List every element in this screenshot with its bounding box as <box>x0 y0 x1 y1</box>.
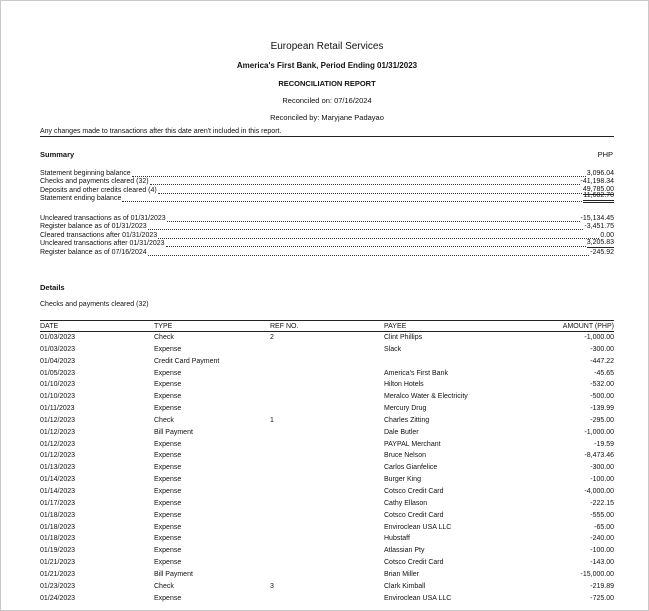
cell-type: Expense <box>154 464 182 472</box>
leader-dots <box>148 250 590 256</box>
cell-ref <box>270 522 384 534</box>
cell-payee: Carlos Gianfelice <box>384 464 438 472</box>
cell-date: 01/18/2023 <box>40 523 76 531</box>
cell-payee: Charles Zitting <box>384 416 430 424</box>
cell-date: 01/13/2023 <box>40 464 76 472</box>
cell-type: Bill Payment <box>154 428 193 436</box>
cell-amount: -555.00 <box>590 511 614 519</box>
cell-type: Expense <box>154 476 182 484</box>
cell-ref <box>270 462 384 474</box>
cell-ref <box>270 379 384 391</box>
cell-date: 01/21/2023 <box>40 559 76 567</box>
summary-value: 3,205.83 <box>586 239 614 246</box>
cell-date: 01/23/2023 <box>40 582 76 590</box>
leader-dots <box>166 241 586 247</box>
summary-group-1 <box>40 169 614 203</box>
summary-label: Register balance as of 01/31/2023 <box>40 223 147 230</box>
summary-label: Cleared transactions after 01/31/2023 <box>40 231 158 239</box>
leader-dots <box>167 216 580 222</box>
cell-amount: -1,000.00 <box>584 428 614 436</box>
summary-label: Deposits and other credits cleared (4) <box>40 186 157 194</box>
cell-date: 01/05/2023 <box>40 369 76 377</box>
cell-amount: -1,000.00 <box>584 334 614 341</box>
cell-payee: Hilton Hotels <box>384 381 424 389</box>
cell-ref <box>270 368 384 380</box>
cell-ref <box>270 557 384 569</box>
table-row <box>40 593 614 605</box>
leader-dots <box>158 188 582 194</box>
summary-row <box>40 169 614 178</box>
cell-ref: 3 <box>270 582 274 590</box>
leader-dots <box>122 196 582 202</box>
leader-dots <box>150 179 580 185</box>
table-row <box>40 415 614 427</box>
summary-value: 49,785.00 <box>582 185 614 193</box>
cell-payee: America's First Bank <box>384 369 448 377</box>
cell-payee: Dale Butler <box>384 428 419 436</box>
cell-amount: -300.00 <box>590 464 614 472</box>
summary-label: Register balance as of 07/16/2024 <box>40 248 147 256</box>
table-row <box>40 332 614 344</box>
summary-row <box>40 248 614 257</box>
cell-amount: -139.99 <box>590 405 614 413</box>
table-row <box>40 450 614 462</box>
table-header <box>40 320 614 332</box>
cell-date: 01/14/2023 <box>40 476 76 484</box>
cell-payee: Cathy Ellason <box>384 499 428 507</box>
reconciled-on: Reconciled on: 07/16/2024 <box>282 96 372 105</box>
cell-ref <box>270 344 384 356</box>
cell-date: 01/21/2023 <box>40 570 76 578</box>
cell-ref <box>270 569 384 581</box>
cell-type: Expense <box>154 369 182 377</box>
summary-label: Statement ending balance <box>40 195 122 202</box>
cell-amount: -4,000.00 <box>584 487 614 495</box>
table-row <box>40 427 614 439</box>
summary-row <box>40 186 614 195</box>
cell-type: Expense <box>154 511 182 519</box>
cell-amount: -45.65 <box>594 369 614 377</box>
cell-ref <box>270 474 384 486</box>
cell-date: 01/19/2023 <box>40 547 76 555</box>
cell-date: 01/03/2023 <box>40 345 76 353</box>
cell-ref <box>270 593 384 605</box>
cell-type: Check <box>154 416 174 424</box>
cell-payee: Hubstaff <box>384 535 410 543</box>
cell-ref <box>270 510 384 522</box>
cell-date: 01/17/2023 <box>40 499 76 507</box>
summary-value: -41,198.34 <box>580 178 614 185</box>
summary-row <box>40 214 614 223</box>
cell-date: 01/12/2023 <box>40 428 76 436</box>
cell-payee: Cotsco Credit Card <box>384 511 444 519</box>
cell-payee: Cotsco Credit Card <box>384 487 444 495</box>
cell-ref <box>270 391 384 403</box>
summary-value: -3,451.75 <box>584 223 614 230</box>
reconciled-by: Reconciled by: Maryjane Padayao <box>270 113 384 122</box>
cell-amount: -447.22 <box>590 357 614 365</box>
col-payee: PAYEE <box>384 323 407 330</box>
table-row <box>40 403 614 415</box>
table-row <box>40 368 614 380</box>
cell-type: Check <box>154 334 174 341</box>
cell-ref <box>270 533 384 545</box>
cell-date: 01/11/2023 <box>40 405 75 413</box>
summary-row <box>40 231 614 240</box>
cell-type: Credit Card Payment <box>154 357 220 365</box>
table-row <box>40 581 614 593</box>
cell-date: 01/10/2023 <box>40 381 76 389</box>
cell-type: Expense <box>154 440 182 448</box>
cell-type: Expense <box>154 547 182 555</box>
bank-period-line: America's First Bank, Period Ending 01/31/2023 <box>236 61 418 70</box>
cell-type: Expense <box>154 594 182 602</box>
transactions-table <box>40 320 614 604</box>
cell-payee: Enviroclean USA LLC <box>384 594 452 602</box>
company-name: European Retail Services <box>270 41 384 52</box>
summary-value: 0.00 <box>600 231 614 239</box>
cell-type: Expense <box>154 345 182 353</box>
summary-value: -15,134.45 <box>580 214 614 222</box>
summary-currency: PHP <box>597 150 613 159</box>
cell-amount: -65.00 <box>594 523 614 531</box>
table-row <box>40 391 614 403</box>
cell-ref <box>270 486 384 498</box>
cell-ref <box>270 439 384 451</box>
cell-type: Bill Payment <box>154 570 193 578</box>
cell-payee: Clark Kimball <box>384 582 426 590</box>
cell-date: 01/12/2023 <box>40 440 76 448</box>
cell-date: 01/24/2023 <box>40 594 76 602</box>
table-row <box>40 569 614 581</box>
report-title: RECONCILIATION REPORT <box>278 79 376 88</box>
cell-date: 01/03/2023 <box>40 334 76 341</box>
table-row <box>40 533 614 545</box>
cell-ref: 2 <box>270 334 274 341</box>
cell-payee: Brian Miller <box>384 570 420 578</box>
table-row <box>40 344 614 356</box>
summary-label: Statement beginning balance <box>40 169 131 177</box>
cell-ref <box>270 427 384 439</box>
cell-ref: 1 <box>270 416 274 424</box>
table-row <box>40 498 614 510</box>
cell-date: 01/12/2023 <box>40 416 76 424</box>
summary-label: Uncleared transactions after 01/31/2023 <box>40 240 165 247</box>
cell-ref <box>270 450 384 462</box>
cell-date: 01/12/2023 <box>40 452 76 460</box>
cell-amount: -100.00 <box>590 547 614 555</box>
cell-ref <box>270 545 384 557</box>
cell-amount: -8,473.46 <box>584 452 614 460</box>
cell-amount: -15,000.00 <box>580 570 614 578</box>
table-row <box>40 462 614 474</box>
cell-type: Check <box>154 582 174 590</box>
cell-amount: -222.15 <box>590 499 614 507</box>
table-row <box>40 356 614 368</box>
table-row <box>40 545 614 557</box>
summary-value: 11,682.70 <box>583 192 614 203</box>
leader-dots <box>148 224 584 230</box>
cell-payee: Clint Phillips <box>384 334 423 341</box>
cell-type: Expense <box>154 523 182 531</box>
cell-type: Expense <box>154 559 182 567</box>
cell-payee: Meralco Water & Electricity <box>384 393 468 401</box>
col-date: DATE <box>40 323 59 330</box>
col-amount: AMOUNT (PHP) <box>562 323 614 330</box>
table-row <box>40 557 614 569</box>
cell-ref <box>270 403 384 415</box>
table-body <box>40 332 614 604</box>
leader-dots <box>132 171 586 177</box>
cell-payee: Burger King <box>384 476 421 484</box>
table-row <box>40 510 614 522</box>
cell-payee: PAYPAL Merchant <box>384 440 441 448</box>
cell-type: Expense <box>154 381 182 389</box>
cell-amount: -100.00 <box>590 476 614 484</box>
cell-type: Expense <box>154 452 182 460</box>
summary-group-2 <box>40 214 614 257</box>
cell-amount: -300.00 <box>590 345 614 353</box>
summary-heading: Summary <box>40 150 75 159</box>
summary-label: Uncleared transactions as of 01/31/2023 <box>40 214 166 222</box>
cell-date: 01/18/2023 <box>40 535 76 543</box>
cell-amount: -725.00 <box>590 594 614 602</box>
cell-date: 01/14/2023 <box>40 487 76 495</box>
cell-ref <box>270 356 384 368</box>
table-row <box>40 474 614 486</box>
cell-type: Expense <box>154 535 182 543</box>
cell-type: Expense <box>154 405 182 413</box>
cell-payee: Cotsco Credit Card <box>384 559 444 567</box>
summary-row <box>40 240 614 249</box>
summary-label: Checks and payments cleared (32) <box>40 178 149 185</box>
summary-row <box>40 192 614 204</box>
cell-amount: -219.89 <box>590 582 614 590</box>
cell-date: 01/10/2023 <box>40 393 76 401</box>
cell-date: 01/04/2023 <box>40 357 76 365</box>
cell-amount: -500.00 <box>590 393 614 401</box>
summary-row <box>40 178 614 187</box>
details-heading: Details <box>40 283 65 292</box>
cell-amount: -295.00 <box>590 416 614 424</box>
cell-type: Expense <box>154 393 182 401</box>
cell-amount: -19.59 <box>594 440 614 448</box>
cell-type: Expense <box>154 499 182 507</box>
summary-row <box>40 223 614 232</box>
cell-payee: Bruce Nelson <box>384 452 427 460</box>
col-type: TYPE <box>154 323 173 330</box>
cell-payee: Atlassian Pty <box>384 547 425 555</box>
table-row <box>40 486 614 498</box>
cell-payee: Slack <box>384 345 402 353</box>
cell-amount: -240.00 <box>590 535 614 543</box>
cell-amount: -143.00 <box>590 559 614 567</box>
changes-notice: Any changes made to transactions after this date aren't included in this report. <box>40 128 614 137</box>
table-row <box>40 522 614 534</box>
details-subheading: Checks and payments cleared (32) <box>40 301 149 308</box>
leader-dots <box>158 233 599 239</box>
table-row <box>40 379 614 391</box>
cell-amount: -532.00 <box>590 381 614 389</box>
table-row <box>40 439 614 451</box>
cell-payee: Enviroclean USA LLC <box>384 523 452 531</box>
cell-date: 01/18/2023 <box>40 511 76 519</box>
cell-payee: Mercury Drug <box>384 405 427 413</box>
summary-value: 3,096.04 <box>586 169 614 177</box>
cell-type: Expense <box>154 487 182 495</box>
cell-payee <box>384 356 534 368</box>
col-ref: REF NO. <box>270 323 299 330</box>
summary-value: -245.92 <box>590 248 614 256</box>
cell-ref <box>270 498 384 510</box>
